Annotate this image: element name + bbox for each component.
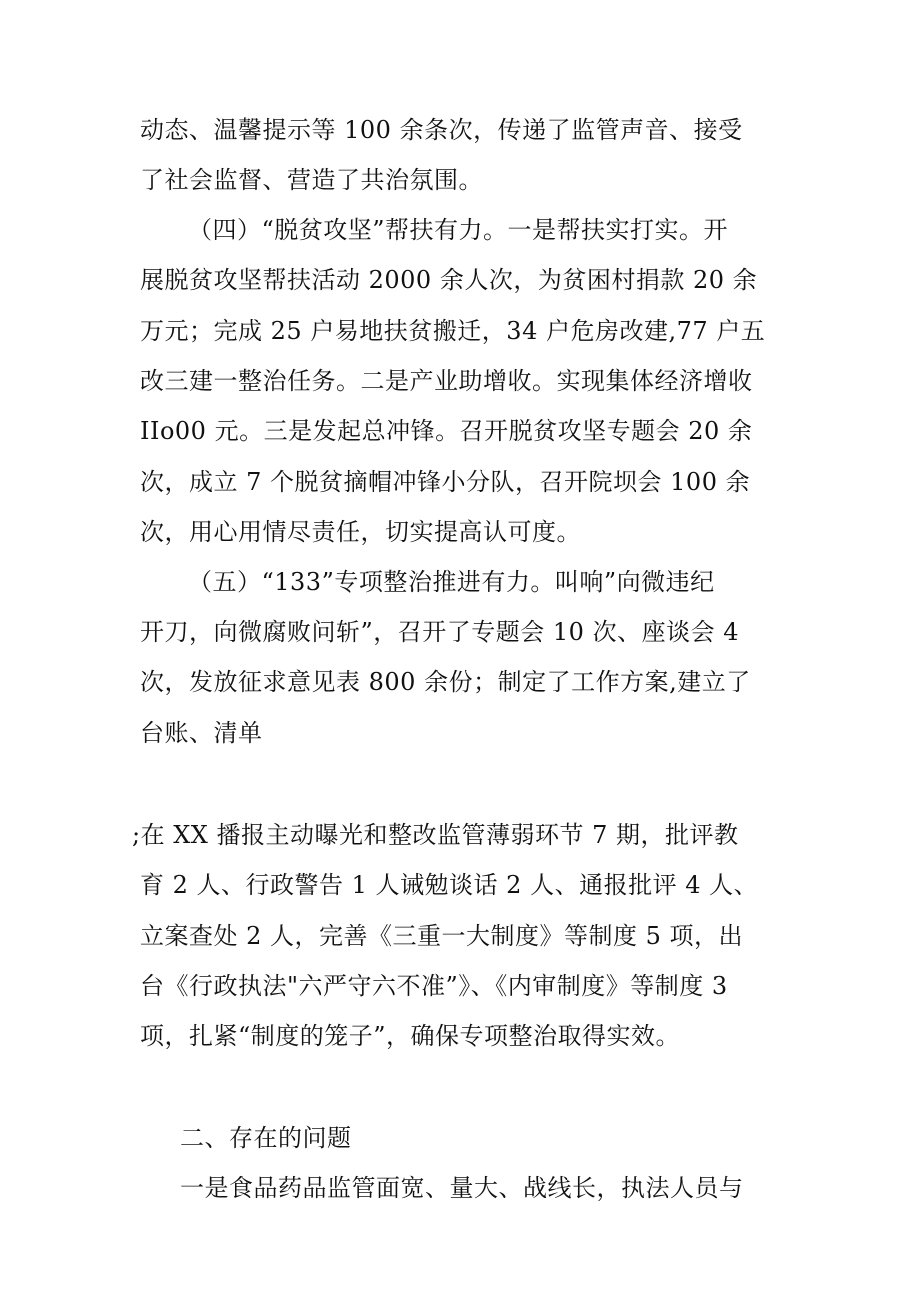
paragraph-line: 育 2 人、行政警告 1 人诫勉谈话 2 人、通报批评 4 人、 [140,871,759,899]
paragraph-line: 次，用心用情尽责任，切实提高认可度。 [140,518,581,546]
paragraph-line: 展脱贫攻坚帮扶活动 2000 余人次，为贫困村捐款 20 余 [140,266,758,294]
section-five-first-line: （五）“133”专项整治推进有力。叫响”向微违纪 [188,568,715,596]
paragraph-line: 改三建一整治任务。二是产业助增收。实现集体经济增收 [140,367,753,395]
paragraph-line: 开刀，向微腐败问斩”，召开了专题会 10 次、座谈会 4 [140,618,739,646]
paragraph-line: ;在 XX 播报主动曝光和整改监管薄弱环节 7 期，批评教 [132,821,739,849]
paragraph-line: 动态、温馨提示等 100 余条次，传递了监管声音、接受 [140,116,743,144]
paragraph-line: 立案查处 2 人，完善《三重一大制度》等制度 5 项，出 [140,922,744,950]
paragraph-line: 一是食品药品监管面宽、量大、战线长，执法人员与 [180,1174,744,1202]
paragraph-line: 了社会监督、营造了共治氛围。 [140,166,483,194]
paragraph-line: IIo00 元。三是发起总冲锋。召开脱贫攻坚专题会 20 余 [140,417,753,445]
paragraph-line: 台账、清单 [140,719,263,747]
paragraph-line: 次，成立 7 个脱贫摘帽冲锋小分队，召开院坝会 100 余 [140,468,751,496]
section-four-first-line: （四）“脱贫攻坚”帮扶有力。一是帮扶实打实。开 [188,216,729,244]
paragraph-line: 万元；完成 25 户易地扶贫搬迁，34 户危房改建,77 户五 [140,317,766,345]
paragraph-line: 项，扎紧“制度的笼子”，确保专项整治取得实效。 [140,1022,681,1050]
paragraph-line: 台《行政执法"六严守六不准”》、《内审制度》等制度 3 [140,972,728,1000]
section-heading: 二、存在的问题 [180,1124,352,1152]
paragraph-line: 次，发放征求意见表 800 余份；制定了工作方案,建立了 [140,668,751,696]
